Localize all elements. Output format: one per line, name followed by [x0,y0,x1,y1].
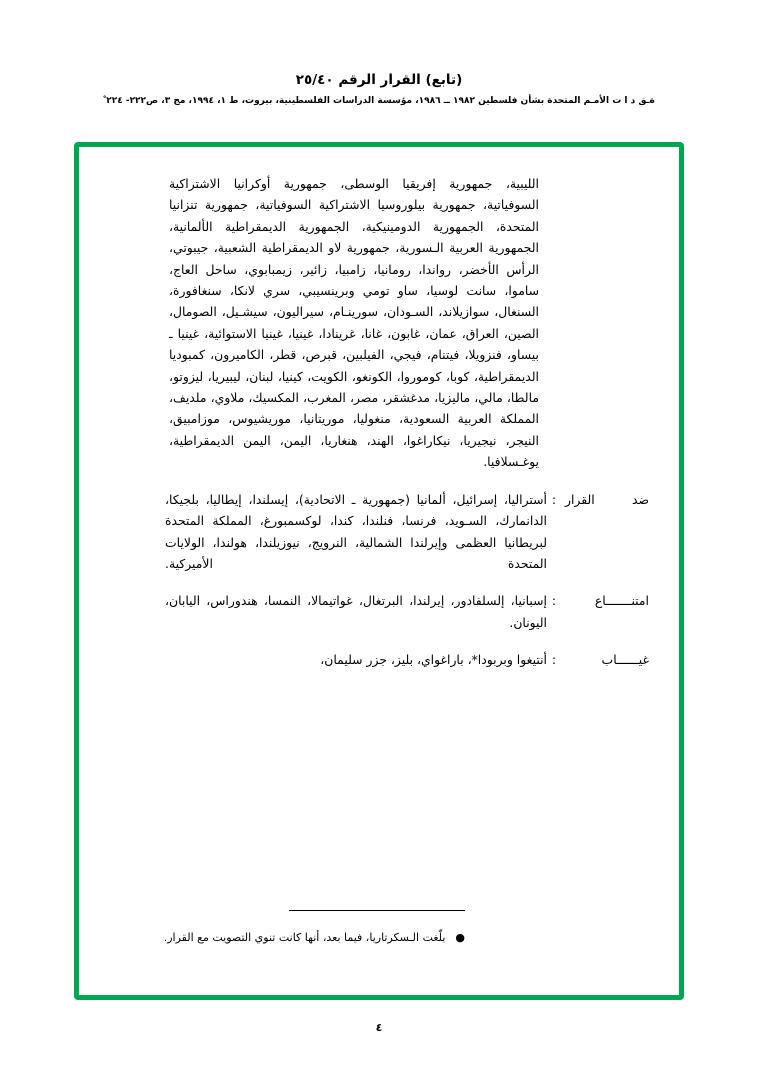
vote-label-abstain: امتنـــــــاع [594,593,649,609]
vote-row-abstain [109,590,649,633]
vote-colon-abstain: : [551,593,557,609]
country-list-paragraph: الليبية، جمهورية إفريقيا الوسطى، جمهورية أوكرانيا الاشتراكية السوفياتية، جمهورية بيلوروسيا الاشتراكية السوفياتية، جمهورية تنزانيا المتحدة، الجمهورية الدومينيكية، الجمهورية الديمقراطية الألمانية، الجمهورية العربية الـسورية، جمهورية لاو الديمقراطية الشعبية، جيبوتي، الرأس الأخضر، رواندا، رومانيا، زامبيا، زائير، زيمبابوي، ساحل العاج، ساموا، سانت لوسيا، ساو تومي وبرينسيبي، سري لانكا، سنغافورة، السنغال، سوازيلاند، السـودان، سورينـام، سيراليون، سيشـيل، الصومال، الصين، العراق، عمان، غابون، غانا، غرينادا، غينيا، غينيا الاستوائية، غينيا ـ بيساو، فنزويلا، فيتنام، فيجي، الفيلبين، قبرص، قطر، الكاميرون، كمبوديا الديمقراطية، كوبا، كوموروا، الكونغو، الكويت، كينيا، لبنان، ليبيريا، ليزوتو، مالطا، مالي، ماليزيا، مدغشقر، مصر، المغرب، المكسيك، ملاوي، ملديف، المملكة العربية السعودية، منغوليا، موريتانيا، موريشيوس، موزامبيق، النيجر، نيجيريا، نيكاراغوا، الهند، هنغاريا، اليمن، اليمن الديمقراطية، يوغـسلافيا. [169,176,539,470]
footnote-text: بلّغت الـسكرتاريا، فيما بعد، أنها كانت تنوي التصويت مع القرار. [163,931,446,944]
vote-text-against: أستراليا، إسرائيل، ألمانيا (جمهورية ـ الاتحادية)، إيسلندا، إيطاليا، بلجيكا، الدانمارك، السـويد، فرنسا، فنلندا، كندا، لوكسمبورغ، المملكة المتحدة لبريطانيا العظمى وإيرلندا الشمالية، النرويج، نيوزيلندا، هولندا، الولايات المتحدة الأميركية. [165,491,547,571]
page-number: ٤ [375,1021,383,1034]
vote-colon-against: : [551,491,557,507]
bullet-icon: ● [455,931,465,944]
footnote-divider [289,910,465,911]
vote-row-against [109,489,649,575]
vote-label-against: ضد القرار [565,491,649,507]
page-title: (تابع) القرار الرقم ٢٥/٤٠ [295,72,463,88]
vote-row-absent [109,649,649,670]
content-frame [74,142,684,1000]
vote-text-absent: أنتيغوا وبربودا*، باراغواي، بليز، جزر سليمان، [320,652,547,668]
vote-label-absent: غيــــــاب [601,652,649,668]
vote-text-abstain: إسبانيا، إلسلفادور، إيرلندا، البرتغال، غواتيمالا، النمسا، هندوراس، اليابان، اليونان. [165,593,547,630]
source-citation: ةـق د ا ت الأمـم المتحدة بشأن فلسطين ١٩٨٢ ــ ١٩٨٦، مؤسسة الدراسات الفلسطينية، بيروت، ط ١، ١٩٩٤، مج ٣، ص٢٢٢- ٢٢٤ ْ [103,96,655,106]
content-body [79,147,679,995]
vote-colon-absent: : [551,652,557,668]
footnote [145,929,465,947]
